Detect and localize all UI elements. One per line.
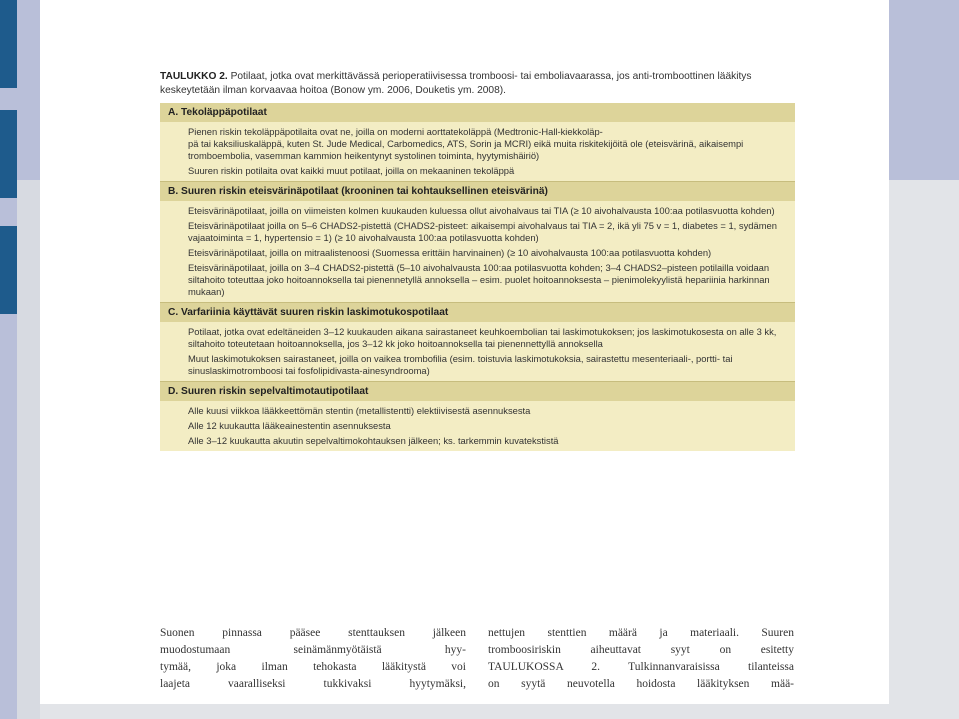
slide-bottom-strip [40,704,959,719]
section-c-entry-1: Potilaat, jotka ovat edeltäneiden 3–12 kuukauden aikana sairastaneet keuhkoembolian tai laskimotukoksen; jos laskimotukosesta on alle 3 kk, siltahoito toteutetaan hoitoannoksella, jos 3–12 kk joko hoitoannoksella tai pienennettyllä annoksella [188,326,777,349]
slide-right-panel [889,0,959,180]
section-d-body [160,401,795,451]
risk-table [160,103,795,451]
section-c-entry-2: Muut laskimotukoksen sairastaneet, joilla on vaikea trombofilia (esim. toistuvia laskimotukoksia, sairastettu mesenteriaali-, portti- tai sinuslaskimotromboosi tai fosfolipidivasta-ainesyndrooma) [188,353,733,376]
section-c-heading: C. Varfariinia käyttävät suuren riskin laskimotukospotilaat [160,302,795,322]
section-d-entry-1: Alle kuusi viikkoa lääkkeettömän stentin (metallistentti) elektiivisestä asennuksesta [188,405,531,416]
body-text-right-column [488,625,794,693]
body-left-line-2: muodostumaan seinämänmyötäistä hyy- [160,644,466,656]
body-right-line-1: nettujen stenttien määrä ja materiaali. Suuren [488,627,794,639]
section-b-entry-4: Eteisvärinäpotilaat, joilla on 3–4 CHADS2-pistettä (5–10 aivohalvausta 100:aa potilasvuotta kohden; 3–4 CHADS2–pisteen potilailla voidaan siltahoito toteuttaa joko hoitoannoksella tai pienennetyllä annoksella – esim. puolet hoitoannoksesta – pienimolekyylistä hepariinia harkinnan mukaan) [188,262,770,297]
body-left-line-3: tymää, joka ilman tehokasta lääkitystä voi [160,661,466,673]
slide-accent-bar-2 [0,110,17,198]
slide-right-lower-panel [889,180,959,719]
section-b-body [160,201,795,302]
body-right-line-2: tromboosiriskin aiheuttavat syyt on esitetty [488,644,794,656]
section-a-entry-1: Pienen riskin tekoläppäpotilaita ovat ne, joilla on moderni aorttatekoläppä (Medtronic-Hall-kiekkoläp- pä tai kaksiliuskaläppä, kuten St. Jude Medical, Carbomedics, ATS, Sorin ja MCRI) eikä muita riskitekijöitä ole (eteisvärinä, aikaisempi tromboembolia, vasemman kammion heikentynyt systolinen toiminta, hyytymishäiriö) [188,126,744,161]
section-a-body [160,122,795,181]
section-d-heading: D. Suuren riskin sepelvaltimotautipotilaat [160,381,795,401]
section-a-entry-2: Suuren riskin potilaita ovat kaikki muut potilaat, joilla on mekaaninen tekoläppä [188,165,515,176]
section-d-entry-3: Alle 3–12 kuukautta akuutin sepelvaltimokohtauksen jälkeen; ks. tarkemmin kuvatekstistä [188,435,559,446]
section-c-body [160,322,795,381]
slide-accent-bar-1 [0,0,17,88]
section-b-entry-1: Eteisvärinäpotilaat, joilla on viimeisten kolmen kuukauden kuluessa ollut aivohalvaus tai TIA (≥ 10 aivohalvausta 100:aa potilasvuotta kohden) [188,205,775,216]
table-caption-label: TAULUKKO 2. [160,71,228,82]
section-d-entry-2: Alle 12 kuukautta lääkeainestentin asennuksesta [188,420,391,431]
body-text-left-column [160,625,466,693]
table-caption [160,70,800,98]
slide-left-lower-panel [17,180,40,719]
body-right-line-4: on syytä neuvotella hoidosta lääkityksen mää- [488,678,794,690]
body-right-line-3: TAULUKOSSA 2. Tulkinnanvaraisissa tilanteissa [488,661,794,673]
body-left-line-1: Suonen pinnassa pääsee stenttauksen jälkeen [160,627,466,639]
section-b-entry-2: Eteisvärinäpotilaat joilla on 5–6 CHADS2-pistettä (CHADS2-pisteet: aikaisempi aivohalvaus tai TIA = 2, ikä yli 75 v = 1, diabetes = 1, sydämen vajaatoiminta = 1, hypertensio = 1) (≥ 10 aivohalvausta 100:aa potilasvuotta kohden) [188,220,777,243]
section-a-heading: A. Tekoläppäpotilaat [160,103,795,122]
table-caption-text: Potilaat, jotka ovat merkittävässä perioperatiivisessa tromboosi- tai emboliavaarassa, jos anti-tromboottinen lääkitys keskeytetään ilman korvaavaa hoitoa (Bonow ym. 2006, Douketis ym. 2008). [160,71,752,96]
section-b-entry-3: Eteisvärinäpotilaat, joilla on mitraalistenoosi (Suomessa erittäin harvinainen) (≥ 10 aivohalvausta 100:aa potilasvuotta kohden) [188,247,712,258]
slide-accent-bar-3 [0,226,17,314]
document-page [68,0,889,704]
body-left-line-4: laajeta vaaralliseksi tukkivaksi hyytymäksi, [160,678,466,690]
section-b-heading: B. Suuren riskin eteisvärinäpotilaat (krooninen tai kohtauksellinen eteisvärinä) [160,181,795,201]
